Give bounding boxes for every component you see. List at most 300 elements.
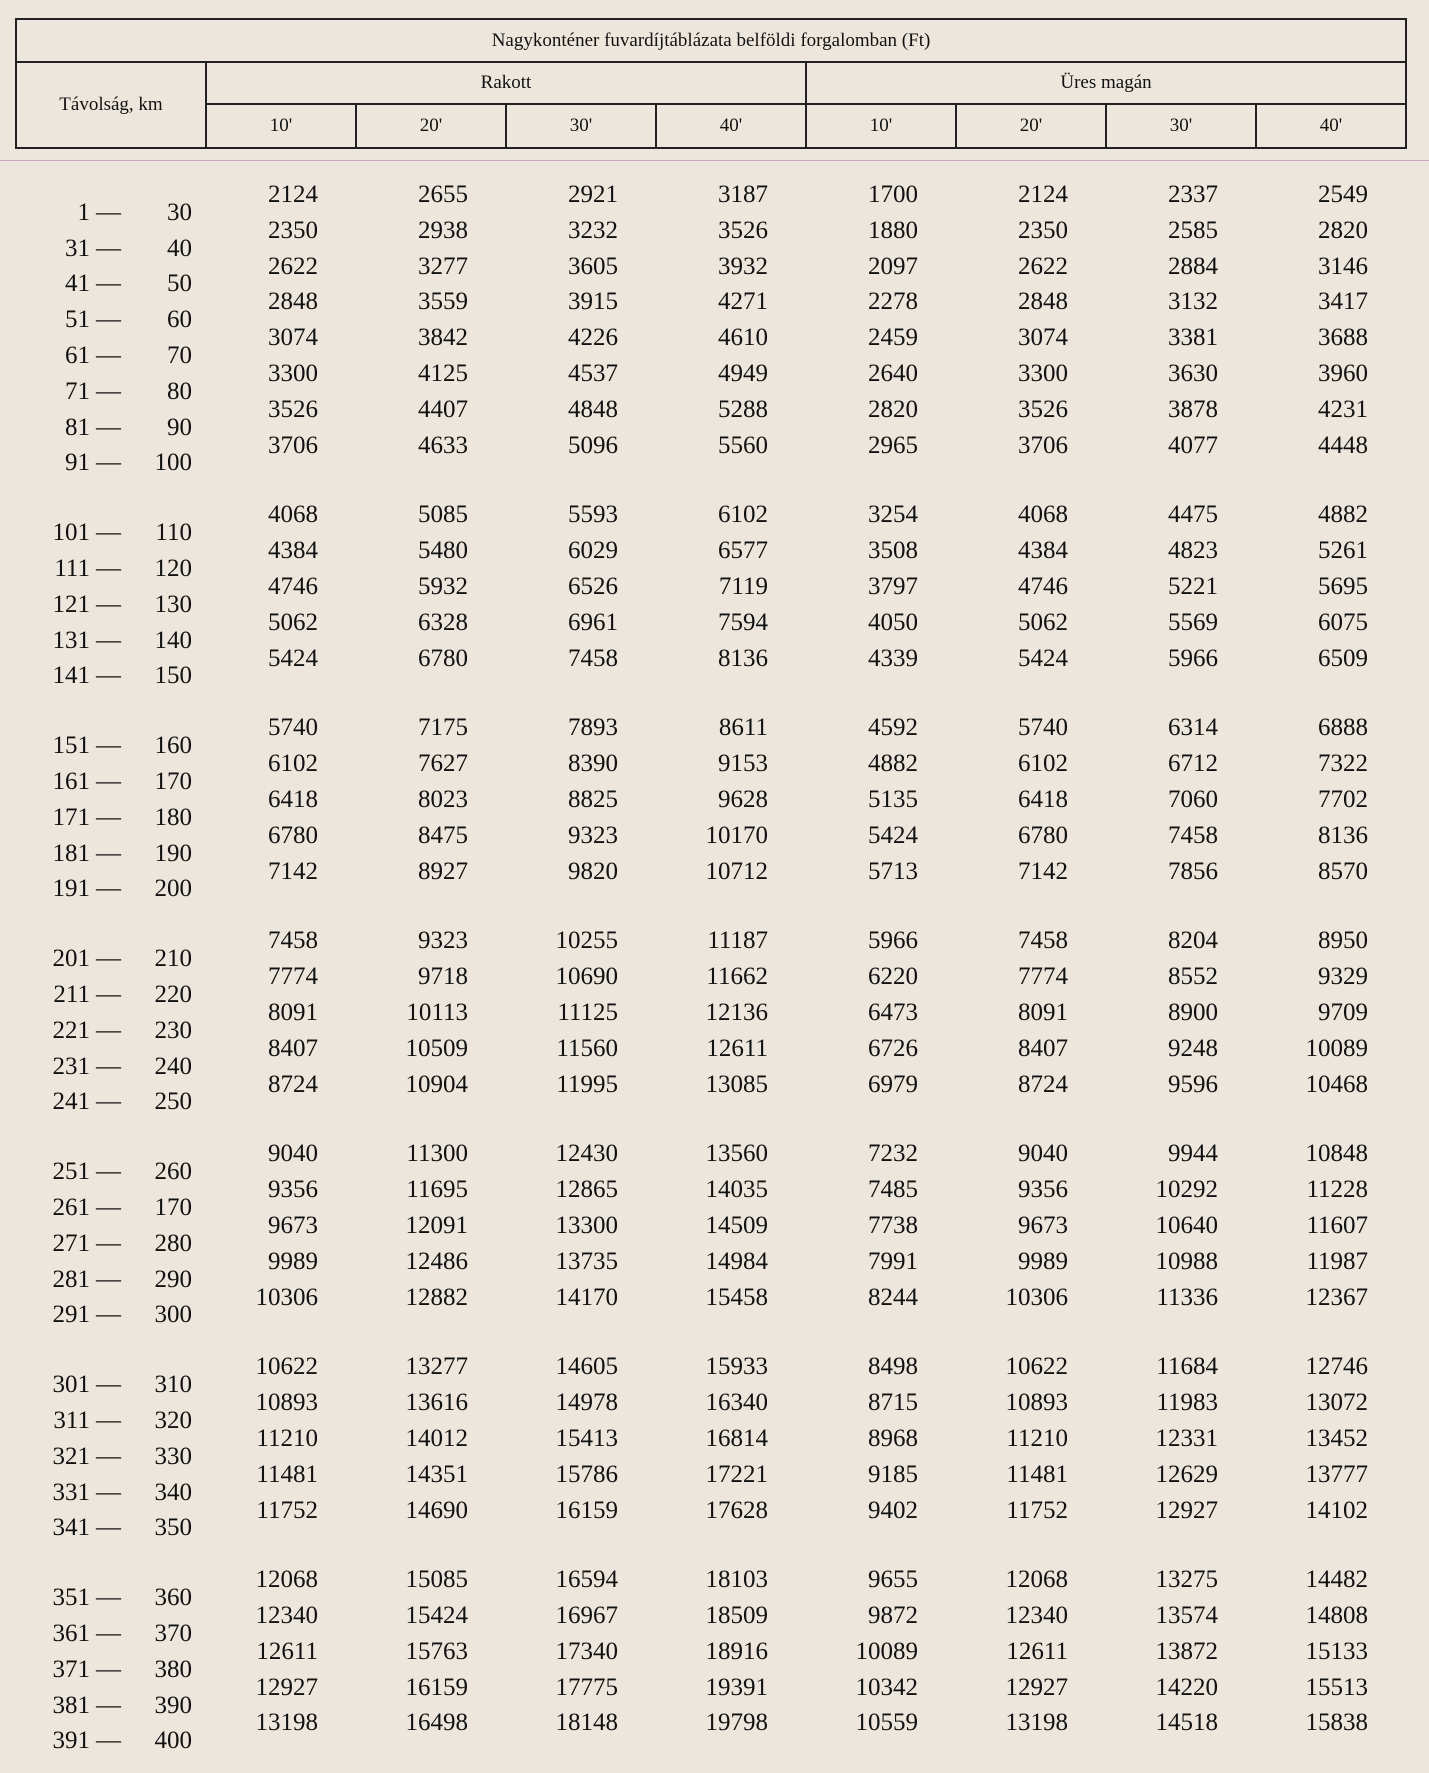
loaded-price-cell: 10690	[555, 963, 618, 991]
distance-dash: —	[96, 1194, 121, 1222]
distance-dash: —	[96, 803, 121, 831]
loaded-price-cell: 2938	[418, 216, 468, 244]
distance-to: 150	[154, 662, 192, 690]
loaded-price-cell: 5424	[268, 644, 318, 672]
block-separator	[16, 1315, 1406, 1349]
empty-price-cell: 8968	[868, 1424, 918, 1452]
loaded-price-cell: 12611	[256, 1637, 318, 1665]
loaded-price-cell: 4407	[418, 395, 468, 423]
distance-column-header	[16, 62, 206, 148]
distance-dash: —	[96, 1727, 121, 1755]
table-row	[16, 1136, 1406, 1172]
distance-from: 1	[77, 198, 90, 226]
empty-price-cell: 8244	[868, 1283, 918, 1311]
empty-price-cell: 9872	[868, 1602, 918, 1630]
empty-price-cell: 3300	[1018, 359, 1068, 387]
distance-dash: —	[96, 1478, 121, 1506]
distance-to: 340	[154, 1478, 192, 1506]
distance-dash: —	[96, 875, 121, 903]
loaded-price-cell: 16498	[405, 1709, 468, 1737]
loaded-price-cell: 6102	[718, 501, 768, 529]
distance-from: 281	[52, 1265, 90, 1293]
loaded-price-cell: 3526	[718, 216, 768, 244]
loaded-price-cell: 5740	[268, 714, 318, 742]
table-row	[16, 1421, 1406, 1457]
distance-range-cell	[16, 1172, 206, 1222]
empty-price-cell: 11752	[1006, 1496, 1068, 1524]
loaded-price-cell: 7175	[418, 714, 468, 742]
distance-from: 91	[65, 449, 90, 477]
distance-to: 70	[167, 342, 192, 370]
distance-dash: —	[96, 1052, 121, 1080]
loaded-price-cell: 4610	[718, 324, 768, 352]
table-row	[16, 1244, 1406, 1280]
distance-dash: —	[96, 839, 121, 867]
distance-range-cell	[16, 605, 206, 654]
empty-price-cell: 10089	[1305, 1034, 1369, 1062]
empty-price-cell: 6712	[1168, 750, 1218, 778]
table-row	[16, 782, 1406, 818]
empty-price-cell: 3878	[1168, 395, 1218, 423]
empty-price-cell: 4882	[1318, 501, 1369, 529]
table-row	[16, 641, 1406, 677]
loaded-price-cell: 8407	[268, 1034, 318, 1062]
loaded-price-cell: 16159	[555, 1496, 618, 1524]
distance-dash: —	[96, 519, 121, 547]
container-size-header: 30'	[506, 104, 656, 148]
loaded-price-cell: 4271	[718, 288, 768, 316]
empty-price-cell: 3254	[868, 501, 918, 529]
loaded-price-cell: 13560	[705, 1140, 768, 1168]
distance-range-cell	[16, 213, 206, 262]
empty-price-cell: 10622	[1005, 1353, 1068, 1381]
distance-range-cell	[16, 1031, 206, 1080]
distance-range-cell	[16, 710, 206, 760]
empty-price-cell: 11607	[1306, 1211, 1369, 1239]
loaded-price-cell: 14035	[705, 1176, 768, 1204]
container-size-header: 40'	[1256, 104, 1406, 148]
distance-to: 80	[167, 377, 192, 405]
loaded-price-cell: 3605	[568, 252, 618, 280]
distance-from: 121	[52, 590, 90, 618]
distance-to: 110	[155, 519, 192, 547]
loaded-price-cell: 10904	[405, 1070, 468, 1098]
loaded-price-cell: 12865	[555, 1176, 618, 1204]
empty-price-cell: 7856	[1168, 857, 1218, 885]
empty-price-cell: 8136	[1318, 821, 1369, 849]
empty-price-cell: 5966	[1168, 644, 1218, 672]
empty-price-cell: 4823	[1168, 537, 1218, 565]
empty-price-cell: 5713	[868, 857, 918, 885]
empty-price-cell: 10306	[1005, 1283, 1068, 1311]
loaded-price-cell: 14012	[405, 1424, 468, 1452]
empty-price-cell: 5221	[1168, 572, 1218, 600]
loaded-price-cell: 3187	[718, 181, 768, 208]
loaded-price-cell: 7142	[268, 857, 318, 885]
table-row	[16, 533, 1406, 569]
distance-range-cell	[16, 959, 206, 1009]
distance-dash: —	[96, 1691, 121, 1719]
loaded-price-cell: 17340	[555, 1637, 618, 1665]
table-row	[16, 320, 1406, 356]
loaded-price-cell: 5062	[268, 608, 318, 636]
distance-to: 360	[154, 1584, 192, 1612]
loaded-price-cell: 13277	[405, 1353, 468, 1381]
loaded-price-cell: 14170	[555, 1283, 618, 1311]
empty-price-cell: 5062	[1018, 608, 1068, 636]
empty-price-cell: 7458	[1168, 821, 1218, 849]
distance-dash: —	[96, 413, 121, 441]
loaded-price-cell: 15413	[555, 1424, 618, 1452]
empty-price-cell: 6075	[1318, 608, 1369, 636]
empty-price-cell: 9989	[1018, 1247, 1068, 1275]
loaded-price-cell: 6961	[568, 608, 618, 636]
loaded-price-cell: 14978	[555, 1389, 618, 1417]
loaded-price-cell: 15933	[705, 1353, 768, 1381]
loaded-price-cell: 5480	[418, 537, 468, 565]
empty-price-cell: 9673	[1018, 1211, 1068, 1239]
distance-range-cell	[16, 249, 206, 298]
loaded-price-cell: 11695	[406, 1176, 468, 1204]
table-row	[16, 995, 1406, 1031]
distance-range-cell	[16, 1670, 206, 1719]
container-size-header: 10'	[806, 104, 956, 148]
distance-from: 71	[65, 377, 90, 405]
table-row	[16, 1349, 1406, 1385]
loaded-price-cell: 4633	[418, 431, 468, 459]
loaded-price-cell: 15786	[555, 1460, 618, 1488]
loaded-price-cell: 13616	[405, 1389, 468, 1417]
distance-range-cell	[16, 569, 206, 618]
loaded-price-cell: 12136	[705, 998, 768, 1026]
empty-price-cell: 9356	[1018, 1176, 1068, 1204]
table-row	[16, 1385, 1406, 1421]
empty-price-cell: 3508	[868, 537, 918, 565]
empty-price-cell: 2585	[1168, 216, 1218, 244]
distance-to: 380	[154, 1655, 192, 1683]
loaded-price-cell: 10509	[405, 1034, 468, 1062]
distance-from: 301	[52, 1371, 90, 1399]
empty-price-cell: 6979	[868, 1070, 918, 1098]
empty-price-cell: 2549	[1318, 181, 1369, 208]
distance-to: 170	[154, 1194, 192, 1222]
loaded-price-cell: 9356	[268, 1176, 318, 1204]
empty-price-cell: 1880	[868, 216, 918, 244]
distance-range-cell	[16, 1136, 206, 1186]
loaded-price-cell: 10306	[255, 1283, 318, 1311]
distance-to: 230	[154, 1016, 192, 1044]
loaded-price-cell: 12340	[255, 1602, 318, 1630]
empty-price-cell: 6102	[1018, 750, 1068, 778]
loaded-price-cell: 7458	[568, 644, 618, 672]
distance-to: 60	[167, 306, 192, 334]
distance-dash: —	[96, 377, 121, 405]
empty-price-cell: 1700	[868, 181, 918, 208]
loaded-price-cell: 2921	[568, 181, 618, 208]
empty-price-cell: 6473	[868, 998, 918, 1026]
empty-price-cell: 2820	[1318, 216, 1369, 244]
distance-from: 191	[52, 875, 90, 903]
empty-price-cell: 12746	[1305, 1353, 1369, 1381]
loaded-price-cell: 13085	[705, 1070, 768, 1098]
distance-range-cell	[16, 1421, 206, 1470]
table-row	[16, 1705, 1406, 1741]
freight-tariff-table	[15, 18, 1407, 1755]
distance-to: 250	[154, 1088, 192, 1116]
distance-dash: —	[96, 945, 121, 973]
distance-dash: —	[96, 1088, 121, 1116]
loaded-price-cell: 10170	[705, 821, 768, 849]
table-row	[16, 284, 1406, 320]
loaded-price-cell: 6102	[268, 750, 318, 778]
loaded-price-cell: 6780	[268, 821, 318, 849]
loaded-price-cell: 3300	[268, 359, 318, 387]
distance-from: 311	[53, 1407, 90, 1434]
distance-to: 180	[154, 803, 192, 831]
empty-price-cell: 6726	[868, 1034, 918, 1062]
empty-price-cell: 3688	[1318, 324, 1369, 352]
distance-dash: —	[96, 1655, 121, 1683]
distance-dash: —	[96, 1619, 121, 1647]
empty-price-cell: 11228	[1306, 1176, 1369, 1204]
distance-from: 381	[52, 1691, 90, 1719]
table-row	[16, 213, 1406, 249]
distance-range-cell	[16, 533, 206, 583]
table-row	[16, 1634, 1406, 1670]
empty-price-cell: 11983	[1156, 1389, 1218, 1417]
empty-price-cell: 7702	[1318, 785, 1369, 813]
loaded-price-cell: 8475	[418, 821, 468, 849]
loaded-price-cell: 10255	[555, 927, 618, 955]
table-row	[16, 818, 1406, 854]
distance-to: 390	[154, 1691, 192, 1719]
distance-to: 350	[154, 1514, 192, 1542]
distance-from: 111	[54, 555, 90, 583]
loaded-price-cell: 5932	[418, 572, 468, 600]
distance-dash: —	[96, 626, 121, 654]
distance-range-cell	[16, 854, 206, 903]
loaded-price-cell: 9820	[568, 857, 618, 885]
loaded-price-cell: 11560	[556, 1034, 618, 1062]
empty-price-cell: 11684	[1156, 1353, 1218, 1381]
distance-from: 41	[65, 270, 90, 298]
table-row	[16, 923, 1406, 959]
empty-price-cell: 14220	[1155, 1673, 1218, 1701]
distance-from: 321	[52, 1442, 90, 1470]
header-spacer	[16, 148, 1406, 177]
empty-price-cell: 14808	[1305, 1602, 1369, 1630]
loaded-price-cell: 5593	[568, 501, 618, 529]
empty-price-cell: 3526	[1018, 395, 1068, 423]
loaded-price-cell: 11125	[557, 998, 618, 1026]
loaded-price-cell: 7594	[718, 608, 768, 636]
loaded-price-cell: 12091	[405, 1211, 468, 1239]
distance-dash: —	[96, 1229, 121, 1257]
loaded-price-cell: 2655	[418, 181, 468, 208]
distance-dash: —	[96, 768, 121, 796]
loaded-price-cell: 11210	[256, 1424, 318, 1452]
distance-dash: —	[96, 1442, 121, 1470]
loaded-price-cell: 15085	[405, 1566, 468, 1594]
distance-to: 320	[154, 1407, 192, 1434]
distance-to: 330	[154, 1442, 192, 1470]
table-row	[16, 1457, 1406, 1493]
distance-range-cell	[16, 177, 206, 226]
loaded-price-cell: 19798	[705, 1709, 768, 1737]
empty-price-cell: 6509	[1318, 644, 1369, 672]
group-header-loaded: Rakott	[206, 62, 806, 104]
distance-from: 231	[52, 1052, 90, 1080]
empty-price-cell: 7774	[1018, 963, 1068, 991]
loaded-price-cell: 4125	[418, 359, 468, 387]
distance-from: 351	[52, 1584, 90, 1612]
loaded-price-cell: 10893	[255, 1389, 318, 1417]
distance-to: 240	[154, 1052, 192, 1080]
distance-header-label: Távolság, km	[59, 94, 163, 115]
empty-price-cell: 7991	[868, 1247, 918, 1275]
loaded-price-cell: 15763	[405, 1637, 468, 1665]
empty-price-cell: 10559	[855, 1709, 918, 1737]
empty-price-cell: 4231	[1318, 395, 1369, 423]
loaded-price-cell: 11752	[256, 1496, 318, 1524]
distance-dash: —	[96, 1584, 121, 1612]
loaded-price-cell: 8927	[418, 857, 468, 885]
empty-price-cell: 7458	[1018, 927, 1068, 955]
distance-dash: —	[96, 1407, 121, 1434]
loaded-price-cell: 13735	[555, 1247, 618, 1275]
loaded-price-cell: 6577	[718, 537, 768, 565]
empty-price-cell: 5966	[868, 927, 918, 955]
empty-price-cell: 8950	[1318, 927, 1369, 955]
table-row	[16, 392, 1406, 428]
loaded-price-cell: 9323	[568, 821, 618, 849]
distance-from: 331	[52, 1478, 90, 1506]
loaded-price-cell: 6029	[568, 537, 618, 565]
distance-range-cell	[16, 1634, 206, 1683]
loaded-price-cell: 16340	[705, 1389, 768, 1417]
distance-range-cell	[16, 1349, 206, 1399]
empty-price-cell: 8407	[1018, 1034, 1068, 1062]
table-row	[16, 249, 1406, 285]
empty-price-cell: 12629	[1155, 1460, 1218, 1488]
loaded-price-cell: 3915	[568, 288, 618, 316]
loaded-price-cell: 8023	[418, 785, 468, 813]
loaded-price-cell: 7774	[268, 963, 318, 991]
loaded-price-cell: 14351	[405, 1460, 468, 1488]
table-row	[16, 959, 1406, 995]
distance-from: 211	[53, 981, 90, 1009]
empty-price-cell: 7232	[868, 1140, 918, 1168]
empty-price-cell: 13574	[1155, 1602, 1218, 1630]
loaded-price-cell: 2848	[268, 288, 318, 316]
loaded-price-cell: 9673	[268, 1211, 318, 1239]
empty-price-cell: 2640	[868, 359, 918, 387]
loaded-price-cell: 4949	[718, 359, 768, 387]
empty-price-cell: 3146	[1318, 252, 1369, 280]
loaded-price-cell: 2124	[268, 181, 318, 208]
empty-price-cell: 10342	[855, 1673, 918, 1701]
empty-price-cell: 11987	[1306, 1247, 1369, 1275]
empty-price-cell: 7142	[1018, 857, 1068, 885]
empty-price-cell: 14102	[1305, 1496, 1369, 1524]
table-title: Nagykonténer fuvardíjtáblázata belföldi forgalomban (Ft)	[16, 19, 1406, 62]
table-row	[16, 1493, 1406, 1529]
container-size-header: 30'	[1106, 104, 1256, 148]
empty-price-cell: 4339	[868, 644, 918, 672]
distance-to: 370	[154, 1619, 192, 1647]
empty-price-cell: 8552	[1168, 963, 1218, 991]
table-row	[16, 428, 1406, 464]
table-row	[16, 746, 1406, 782]
loaded-price-cell: 17628	[705, 1496, 768, 1524]
distance-dash: —	[96, 270, 121, 298]
distance-to: 90	[167, 413, 192, 441]
distance-dash: —	[96, 1371, 121, 1399]
empty-price-cell: 9709	[1318, 998, 1369, 1026]
distance-dash: —	[96, 449, 121, 477]
empty-price-cell: 2097	[868, 252, 918, 280]
empty-price-cell: 12367	[1305, 1283, 1369, 1311]
group-header-empty-private: Üres magán	[806, 62, 1406, 104]
empty-price-cell: 2124	[1018, 181, 1068, 208]
loaded-price-cell: 18148	[555, 1709, 618, 1737]
distance-from: 341	[52, 1514, 90, 1542]
table-row	[16, 1280, 1406, 1316]
distance-range-cell	[16, 1244, 206, 1293]
empty-price-cell: 9402	[868, 1496, 918, 1524]
empty-price-cell: 4068	[1018, 501, 1068, 529]
distance-from: 81	[65, 413, 90, 441]
distance-range-cell	[16, 818, 206, 867]
distance-to: 40	[167, 234, 192, 262]
loaded-price-cell: 13198	[255, 1709, 318, 1737]
distance-from: 31	[65, 234, 90, 262]
distance-range-cell	[16, 320, 206, 370]
distance-to: 300	[154, 1301, 192, 1329]
loaded-price-cell: 12611	[706, 1034, 768, 1062]
distance-range-cell	[16, 746, 206, 796]
loaded-price-cell: 2350	[268, 216, 318, 244]
distance-to: 280	[154, 1229, 192, 1257]
empty-price-cell: 2350	[1018, 216, 1068, 244]
empty-price-cell: 13872	[1155, 1637, 1218, 1665]
loaded-price-cell: 16967	[555, 1602, 618, 1630]
distance-to: 310	[154, 1371, 192, 1399]
loaded-price-cell: 6328	[418, 608, 468, 636]
empty-price-cell: 2848	[1018, 288, 1068, 316]
distance-from: 161	[52, 768, 90, 796]
distance-from: 101	[52, 519, 90, 547]
distance-range-cell	[16, 392, 206, 441]
empty-price-cell: 5740	[1018, 714, 1068, 742]
empty-price-cell: 3417	[1318, 288, 1369, 316]
empty-price-cell: 6780	[1018, 821, 1068, 849]
empty-price-cell: 5261	[1318, 537, 1369, 565]
distance-dash: —	[96, 662, 121, 690]
loaded-price-cell: 8091	[268, 998, 318, 1026]
empty-price-cell: 11336	[1156, 1283, 1218, 1311]
loaded-price-cell: 11662	[706, 963, 768, 991]
loaded-price-cell: 11481	[256, 1460, 318, 1488]
empty-price-cell: 15513	[1305, 1673, 1369, 1701]
distance-to: 130	[154, 590, 192, 618]
distance-range-cell	[16, 1280, 206, 1329]
distance-range-cell	[16, 428, 206, 477]
distance-range-cell	[16, 782, 206, 831]
empty-price-cell: 13452	[1305, 1424, 1369, 1452]
loaded-price-cell: 4226	[568, 324, 618, 352]
empty-price-cell: 6418	[1018, 785, 1068, 813]
